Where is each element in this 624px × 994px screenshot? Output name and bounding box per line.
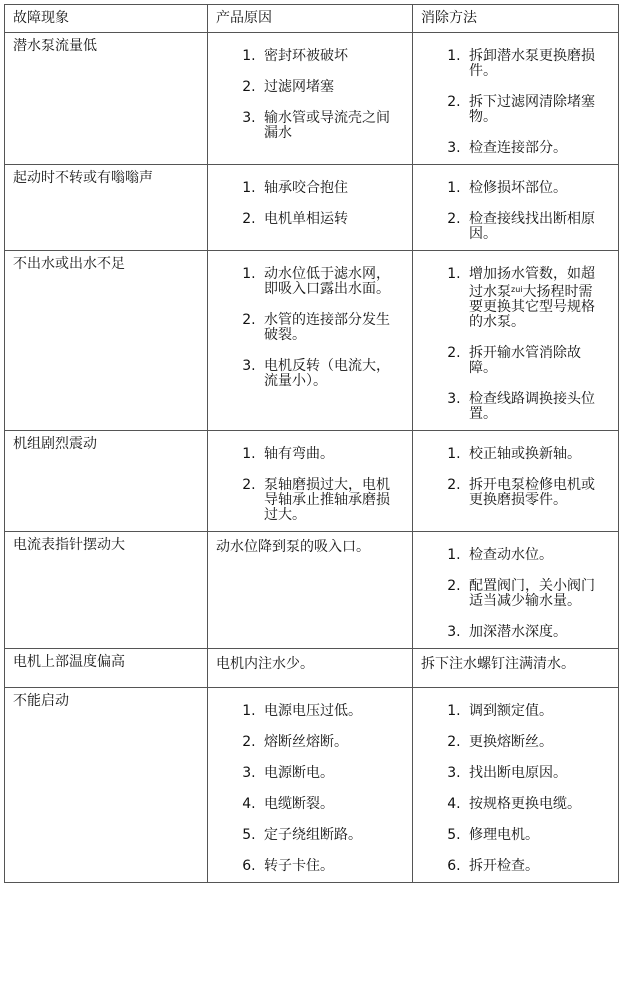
list-item: 1. 轴有弯曲。 [260, 447, 394, 462]
symptom-cell: 不能启动 [5, 688, 208, 883]
list-item: 4. 电缆断裂。 [260, 797, 394, 812]
cause-cell [208, 431, 413, 532]
symptom-cell: 电机上部温度偏高 [5, 649, 208, 688]
list-item: 3. 电源断电。 [260, 766, 394, 781]
list-item: 1. 拆卸潜水泵更换磨损件。 [465, 49, 600, 79]
cause-cell [208, 688, 413, 883]
list-item: 2. 更换熔断丝。 [465, 735, 600, 750]
remedy-list [413, 688, 618, 882]
list-item: 2. 拆开输水管消除故障。 [465, 346, 600, 376]
symptom-cell: 电流表指针摆动大 [5, 532, 208, 649]
cause-list [208, 251, 412, 397]
table-row [5, 532, 619, 649]
list-item: 5. 修理电机。 [465, 828, 600, 843]
list-item: 1. 校正轴或换新轴。 [465, 447, 600, 462]
remedy-list [413, 165, 618, 250]
table-row [5, 33, 619, 165]
table-row [5, 649, 619, 688]
table-row [5, 431, 619, 532]
remedy-text-tail: 大扬程时需要更换其它型号规格的水泵。 [469, 284, 595, 330]
header-symptom: 故障现象 [5, 5, 208, 33]
list-item: 2. 检查接线找出断相原因。 [465, 212, 600, 242]
list-item: 1. 电源电压过低。 [260, 704, 394, 719]
list-item: 3. 输水管或导流壳之间漏水 [260, 111, 394, 141]
list-item: 1. 检修损坏部位。 [465, 181, 600, 196]
symptom-cell: 潜水泵流量低 [5, 33, 208, 165]
list-item: 2. 拆下过滤网清除堵塞物。 [465, 95, 600, 125]
list-item: 3. 电机反转（电流大，流量小）。 [260, 359, 394, 389]
symptom-cell: 不出水或出水不足 [5, 251, 208, 431]
cause-list [208, 165, 412, 235]
remedy-cell [413, 251, 619, 431]
list-item: 2. 电机单相运转 [260, 212, 394, 227]
remedy-cell [413, 431, 619, 532]
list-item: 1. 轴承咬合抱住 [260, 181, 394, 196]
header-remedy: 消除方法 [413, 5, 619, 33]
list-item [465, 267, 600, 330]
list-item: 1. 密封环被破坏 [260, 49, 394, 64]
remedy-cell [413, 532, 619, 649]
list-item: 2. 熔断丝熔断。 [260, 735, 394, 750]
list-item: 2. 泵轴磨损过大，电机导轴承止推轴承磨损过大。 [260, 478, 394, 523]
cause-cell: 动水位降到泵的吸入口。 [208, 532, 413, 649]
list-item: 2. 过滤网堵塞 [260, 80, 394, 95]
cause-cell [208, 33, 413, 165]
list-item: 2. 配置阀门，关小阀门适当减少输水量。 [465, 579, 600, 609]
symptom-cell: 机组剧烈震动 [5, 431, 208, 532]
cause-cell [208, 165, 413, 251]
remedy-cell [413, 165, 619, 251]
list-item: 5. 定子绕组断路。 [260, 828, 394, 843]
list-item: 2. 水管的连接部分发生破裂。 [260, 313, 394, 343]
list-item: 3. 检查连接部分。 [465, 141, 600, 156]
remedy-list [413, 431, 618, 516]
list-item: 3. 检查线路调换接头位置。 [465, 392, 600, 422]
list-item: 4. 按规格更换电缆。 [465, 797, 600, 812]
list-item: 3. 找出断电原因。 [465, 766, 600, 781]
list-item: 1. 调到额定值。 [465, 704, 600, 719]
table-row [5, 165, 619, 251]
cause-cell [208, 251, 413, 431]
symptom-cell: 起动时不转或有嗡嗡声 [5, 165, 208, 251]
remedy-list [413, 532, 618, 648]
remedy-cell [413, 688, 619, 883]
list-item: 3. 加深潜水深度。 [465, 625, 600, 640]
cause-cell: 电机内注水少。 [208, 649, 413, 688]
list-item: 2. 拆开电泵检修电机或更换磨损零件。 [465, 478, 600, 508]
remedy-list [413, 33, 618, 164]
list-item: 1. 动水位低于滤水网，即吸入口露出水面。 [260, 267, 394, 297]
cause-list [208, 431, 412, 531]
ruby-annotation: zui [511, 285, 523, 294]
header-cause: 产品原因 [208, 5, 413, 33]
fault-table [4, 4, 619, 883]
list-item: 6. 转子卡住。 [260, 859, 394, 874]
list-item: 6. 拆开检查。 [465, 859, 600, 874]
table-row [5, 688, 619, 883]
cause-list [208, 33, 412, 149]
header-row [5, 5, 619, 33]
list-item: 1. 检查动水位。 [465, 548, 600, 563]
remedy-cell [413, 33, 619, 165]
table-row [5, 251, 619, 431]
cause-list [208, 688, 412, 882]
remedy-text: 增加扬水管数，如超过水泵 [469, 266, 595, 300]
remedy-list [413, 251, 618, 430]
remedy-cell: 拆下注水螺钉注满清水。 [413, 649, 619, 688]
